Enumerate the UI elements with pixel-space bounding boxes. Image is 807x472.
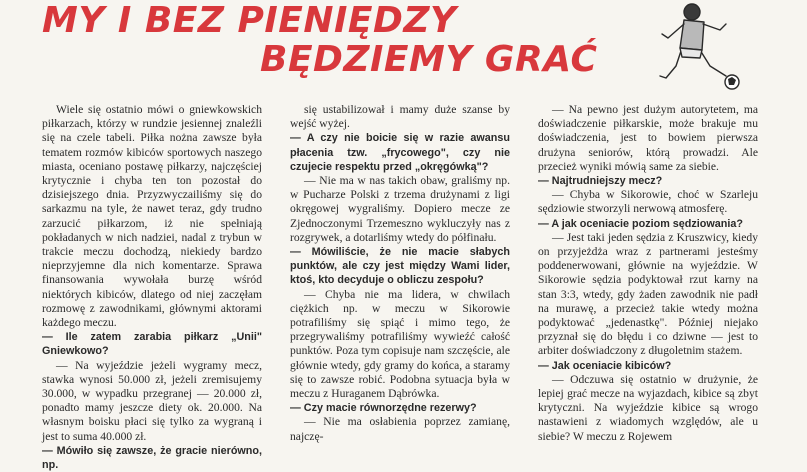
interview-question: — Mówiło się zawsze, że gracie nierówno, np.	[42, 444, 262, 472]
interview-question: — Jak oceniacie kibiców?	[538, 359, 672, 372]
article-paragraph: — Nie ma w nas takich obaw, graliśmy np. w Pucharze Polski z trzema drużynami z ligi okręgowej wygraliśmy. Dopiero mecze ze Zjednoczonymi Trzemeszno wykluczyły nas z rozgrywek, a dotarliśmy wtedy do półfinału.	[290, 174, 510, 244]
interview-question: — A czy nie boicie się w razie awansu płacenia tzw. „frycowego", czy nie czujecie respektu przed „okręgówką"?	[290, 132, 510, 173]
article-paragraph: — Nie ma osłabienia poprzez zamianę, najczę-	[290, 415, 510, 443]
interview-question: — Najtrudniejszy mecz?	[538, 175, 663, 188]
article-column-2	[290, 103, 510, 443]
article-paragraph: — Chyba nie ma lidera, w chwilach ciężkich np. w meczu w Sikorowie potrafiliśmy się spiąć i mimo tego, że przegrywaliśmy potrafiliśmy wywieźć całość punktów. Poza tym copisuje nam szczęście, ale głównie wtedy, gdy gramy do końca, a staramy się to zawsze robić. Podobna sytuacja była w meczu z Huraganem Dąbrówka.	[290, 287, 510, 401]
interview-question: — Ile zatem zarabia piłkarz „Unii" Gniewkowo?	[42, 331, 262, 358]
article-paragraph: się ustabilizował i mamy duże szanse by wejść wyżej.	[290, 103, 510, 131]
article-paragraph: — Na pewno jest dużym autorytetem, ma doświadczenie piłkarskie, może brakuje mu doświadczenia, jest to bowiem pierwsza drużyna seniorów, którą prowadzi. Ale przecież wyniki mówią same za siebie.	[538, 103, 758, 173]
article-paragraph: — Chyba w Sikorowie, choć w Szarleju sędziowie stworzyli nerwową atmosferę.	[538, 188, 758, 216]
article-paragraph: Wiele się ostatnio mówi o gniewkowskich piłkarzach, którzy w rundzie jesiennej znaleźli się na czele tabeli. Piłka nożna zawsze była tematem rozmów kibiców sportowych naszego miasta, oceniano postawę piłkarzy, najczęściej krytycznie i chyba ten ton pozostał do dzisiejszego dnia. Przyzwyczailiśmy się do sarkazmu na tyle, że nawet teraz, gdy trudno zarzucić piłkarzom, iż nie spełniają pokładanych w nich nadziei, nadal z trybun w trakcie meczu dochodzą, niekiedy bardzo nieprzyjemne dla nich komentarze. Sprawa finansowania wywołała burzę wśród niektórych kibiców, dlatego od niej zaczęłam rozmowę z zawodnikami, głównymi aktorami każdego meczu.	[42, 103, 262, 330]
football-player-icon	[640, 0, 750, 96]
article-paragraph: — Jest taki jeden sędzia z Kruszwicy, kiedy on przyjeżdża wraz z partnerami jesteśmy poddenerwowani, głównie na wyjeździe. W Sikorowie sędzia podyktował rzut karny na stan 3:3, wtedy, gdy żaden zawodnik nie padł na murawę, a przecież takie wtedy można podyktować „jedenastkę". Później niejako przyznał się do błędu i co dziwne — jest to arbiter doświadczony z długoletnim stażem.	[538, 230, 758, 358]
article-column-1	[42, 103, 262, 472]
interview-question: — Czy macie równorzędne rezerwy?	[290, 402, 477, 415]
interview-question: — A jak oceniacie poziom sędziowania?	[538, 217, 743, 230]
article-column-3	[538, 103, 758, 443]
article-paragraph: — Na wyjeździe jeżeli wygramy mecz, stawka wynosi 50.000 zł, jeżeli zremisujemy 30.000, w wypadku przegranej — 20.000 zł, ponadto mamy jeszcze diety ok. 20.000. Na własnym boisku płaci się tylko za wygraną i jest to suma 40.000 zł.	[42, 358, 262, 443]
article-body	[42, 103, 762, 472]
headline-line-1: MY I BEZ PIENIĘDZY	[42, 0, 457, 41]
interview-question: — Mówiliście, że nie macie słabych punktów, ale czy jest między Wami lider, ktoś, kto decyduje o obliczu zespołu?	[290, 246, 510, 287]
headline-line-2: BĘDZIEMY GRAĆ	[260, 39, 598, 80]
article-paragraph: — Odczuwa się ostatnio w drużynie, że lepiej grać mecze na wyjazdach, kibice są zbyt krytyczni. Na wyjeździe kibice są wrogo nastawieni z wiadomych względów, ale u siebie? W meczu z Rojewem	[538, 372, 758, 443]
